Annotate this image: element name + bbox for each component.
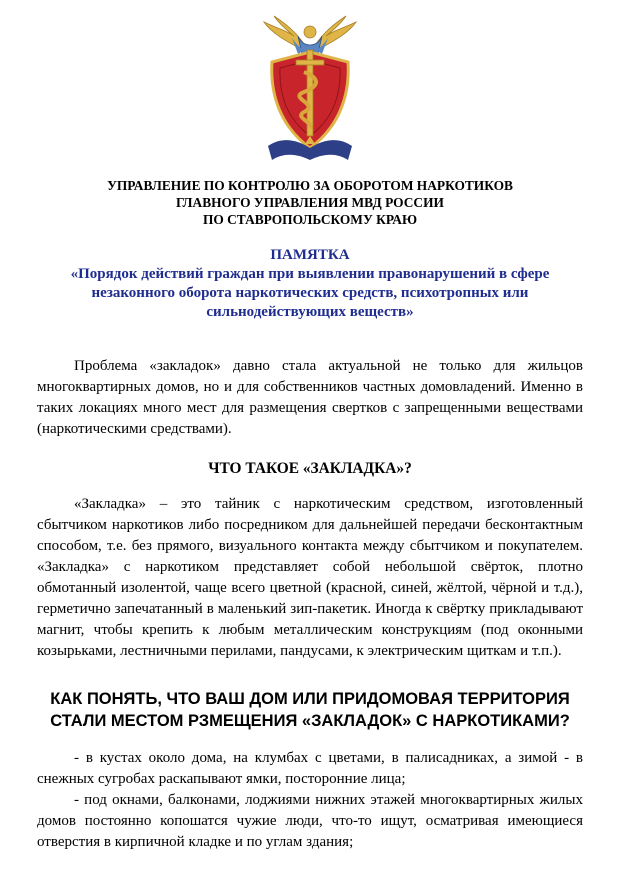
memo-title: ПАМЯТКА — [270, 247, 350, 263]
memo-subtitle — [30, 265, 590, 322]
organization-header — [40, 177, 580, 228]
org-line-1: УПРАВЛЕНИЕ ПО КОНТРОЛЮ ЗА ОБОРОТОМ НАРКОТИКОВ — [107, 178, 513, 193]
memo-subtitle-line-1: «Порядок действий граждан при выявлении правонарушений в сфере — [70, 266, 550, 282]
intro-paragraph: Проблема «закладок» давно стала актуальной не только для жильцов многоквартирных домов, но и для собственников частных домовладений. Именно в таких локациях много мест для размещения свертков с запрещенными веществами (наркотическими средствами). — [37, 358, 583, 437]
list-item: - в кустах около дома, на клумбах с цветами, в палисадниках, а зимой - в снежных сугробах раскапывают ямки, посторонние лица; — [37, 750, 583, 787]
org-line-3: ПО СТАВРОПОЛЬСКОМУ КРАЮ — [202, 212, 418, 227]
definition-paragraph: «Закладка» – это тайник с наркотическим средством, изготовленный сбытчиком наркотиков либо посредником для дальнейшей передачи бесконтактным способом, т.е. без прямого, визуального контакта между сбытчиком и покупателем. «Закладка» с наркотиком представляет собой небольшой свёрток, плотно обмотанный изолентой, чаще всего цветной (красной, синей, жёлтой, чёрной и т.д.), герметично запечатанный в маленький зип-пакетик. Иногда к свёртку прикладывают магнит, чтобы крепить к любым металлическим конструкциям (под оконными козырьками, лестничными перилами, пандусами, к электрическим щиткам и т.п.). — [37, 496, 583, 659]
section-heading-how-to-know — [20, 688, 600, 732]
org-line-2: ГЛАВНОГО УПРАВЛЕНИЯ МВД РОССИИ — [176, 195, 444, 210]
list-item: - под окнами, балконами, лоджиями нижних этажей многоквартирных жилых домов постоянно копошатся чужие люди, что-то ищут, осматривая имеющиеся отверстия в кирпичной кладке и по углам здания; — [37, 792, 583, 850]
section-heading-line-1: КАК ПОНЯТЬ, ЧТО ВАШ ДОМ ИЛИ ПРИДОМОВАЯ ТЕРРИТОРИЯ — [50, 690, 570, 708]
memo-subtitle-line-2: незаконного оборота наркотических средств, психотропных или — [91, 285, 529, 301]
memo-subtitle-line-3: сильнодействующих веществ» — [206, 304, 414, 320]
section-heading-line-2: СТАЛИ МЕСТОМ РЗМЕЩЕНИЯ «ЗАКЛАДОК» С НАРКОТИКАМИ? — [50, 712, 570, 730]
section-heading-what-is: ЧТО ТАКОЕ «ЗАКЛАДКА»? — [208, 460, 412, 477]
mvd-emblem-icon — [258, 14, 362, 164]
